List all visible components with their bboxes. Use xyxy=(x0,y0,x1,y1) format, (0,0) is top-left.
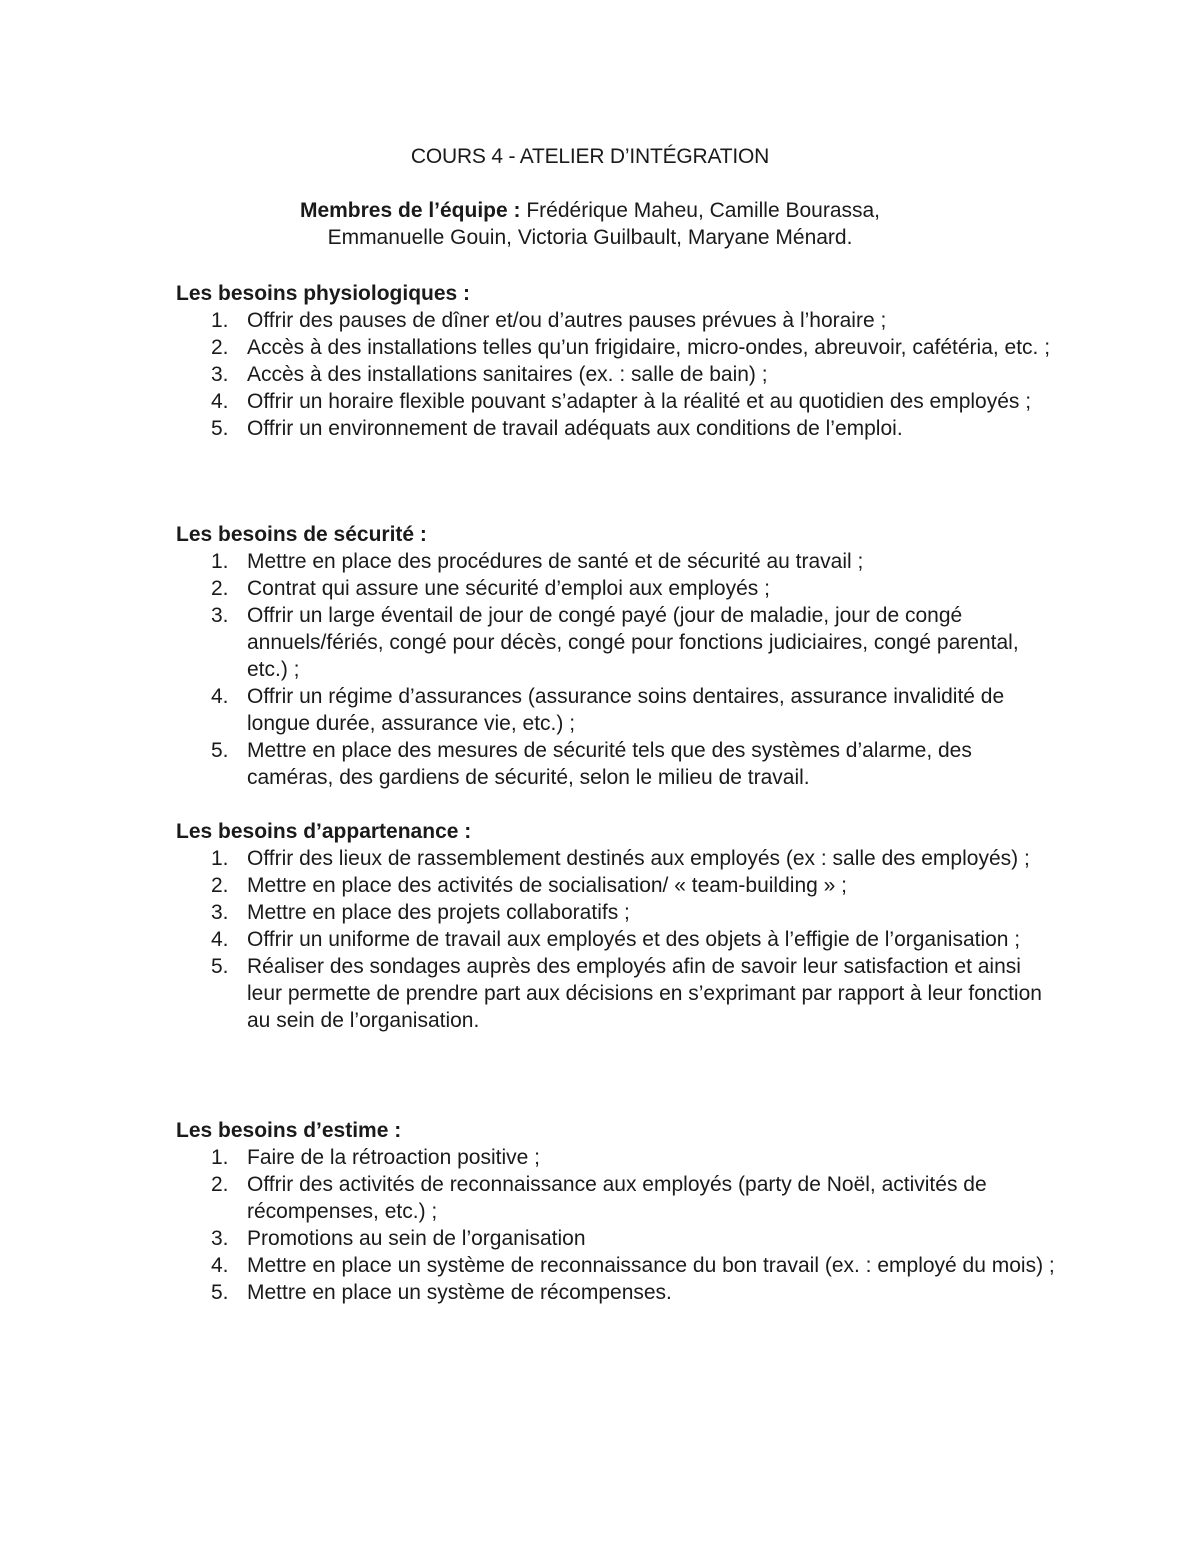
item-text: Accès à des installations sanitaires (ex. : salle de bain) ; xyxy=(247,363,768,386)
item-number: 2. xyxy=(211,1173,229,1196)
item-number: 1. xyxy=(211,550,229,573)
list-item xyxy=(176,548,1056,575)
item-text: Contrat qui assure une sécurité d’emploi aux employés ; xyxy=(247,577,770,600)
section-heading: Les besoins de sécurité : xyxy=(176,523,427,546)
item-number: 3. xyxy=(211,1227,229,1250)
item-text: Mettre en place des mesures de sécurité tels que des systèmes d’alarme, des caméras, des gardiens de sécurité, selon le milieu de travail. xyxy=(247,739,972,789)
item-number: 5. xyxy=(211,955,229,978)
item-text: Accès à des installations telles qu’un frigidaire, micro-ondes, abreuvoir, cafétéria, etc. ; xyxy=(247,336,1051,359)
item-number: 4. xyxy=(211,390,229,413)
list-item xyxy=(176,683,1056,737)
list-item xyxy=(176,899,1056,926)
list-item xyxy=(176,845,1056,872)
list-item xyxy=(176,602,1056,683)
item-number: 4. xyxy=(211,928,229,951)
document-title: COURS 4 - ATELIER D’INTÉGRATION xyxy=(410,145,770,168)
needs-list xyxy=(176,845,1056,1034)
item-text: Mettre en place des activités de socialisation/ « team-building » ; xyxy=(247,874,847,897)
section-belonging-needs xyxy=(176,818,1056,1034)
list-item xyxy=(176,1171,1056,1225)
section-physiological-needs xyxy=(176,280,1056,442)
item-text: Offrir un régime d’assurances (assurance soins dentaires, assurance invalidité de longue durée, assurance vie, etc.) ; xyxy=(247,685,1005,735)
item-text: Mettre en place des projets collaboratifs ; xyxy=(247,901,630,924)
list-item xyxy=(176,388,1056,415)
needs-list xyxy=(176,307,1056,442)
list-item xyxy=(176,872,1056,899)
item-number: 4. xyxy=(211,1254,229,1277)
list-item xyxy=(176,737,1056,791)
list-item xyxy=(176,1279,1056,1306)
item-number: 2. xyxy=(211,577,229,600)
item-number: 3. xyxy=(211,901,229,924)
item-text: Mettre en place un système de reconnaissance du bon travail (ex. : employé du mois) ; xyxy=(247,1254,1055,1277)
item-number: 2. xyxy=(211,874,229,897)
item-number: 3. xyxy=(211,604,229,627)
section-esteem-needs xyxy=(176,1117,1056,1306)
section-heading: Les besoins d’estime : xyxy=(176,1119,402,1142)
team-members-line1: Frédérique Maheu, Camille Bourassa, xyxy=(520,199,881,222)
list-item xyxy=(176,361,1056,388)
item-text: Faire de la rétroaction positive ; xyxy=(247,1146,540,1169)
item-text: Offrir un environnement de travail adéquats aux conditions de l’emploi. xyxy=(247,417,903,440)
list-item xyxy=(176,1252,1056,1279)
needs-list xyxy=(176,548,1056,791)
item-number: 5. xyxy=(211,1281,229,1304)
item-text: Offrir un uniforme de travail aux employés et des objets à l’effigie de l’organisation ; xyxy=(247,928,1021,951)
section-security-needs xyxy=(176,521,1056,791)
team-label: Membres de l’équipe : xyxy=(299,199,521,222)
item-number: 1. xyxy=(211,847,229,870)
item-text: Mettre en place un système de récompenses. xyxy=(247,1281,672,1304)
section-heading: Les besoins physiologiques : xyxy=(176,282,471,305)
item-number: 5. xyxy=(211,739,229,762)
item-number: 1. xyxy=(211,1146,229,1169)
item-number: 4. xyxy=(211,685,229,708)
item-text: Offrir des activités de reconnaissance aux employés (party de Noël, activités de récompenses, etc.) ; xyxy=(247,1173,987,1223)
needs-list xyxy=(176,1144,1056,1306)
item-text: Mettre en place des procédures de santé et de sécurité au travail ; xyxy=(247,550,864,573)
list-item xyxy=(176,1144,1056,1171)
item-text: Offrir un large éventail de jour de congé payé (jour de maladie, jour de congé annuels/fériés, congé pour décès, congé pour fonctions judiciaires, congé parental, etc.) ; xyxy=(247,604,1019,681)
list-item xyxy=(176,1225,1056,1252)
team-members xyxy=(0,197,1180,251)
item-text: Promotions au sein de l’organisation xyxy=(247,1227,586,1250)
list-item xyxy=(176,334,1056,361)
item-number: 3. xyxy=(211,363,229,386)
item-number: 2. xyxy=(211,336,229,359)
item-text: Offrir un horaire flexible pouvant s’adapter à la réalité et au quotidien des employés ; xyxy=(247,390,1032,413)
list-item xyxy=(176,415,1056,442)
item-text: Offrir des pauses de dîner et/ou d’autres pauses prévues à l’horaire ; xyxy=(247,309,887,332)
item-number: 1. xyxy=(211,309,229,332)
list-item xyxy=(176,926,1056,953)
item-text: Offrir des lieux de rassemblement destinés aux employés (ex : salle des employés) ; xyxy=(247,847,1030,870)
team-members-line2: Emmanuelle Gouin, Victoria Guilbault, Maryane Ménard. xyxy=(327,226,853,249)
section-heading: Les besoins d’appartenance : xyxy=(176,820,472,843)
item-number: 5. xyxy=(211,417,229,440)
list-item xyxy=(176,307,1056,334)
item-text: Réaliser des sondages auprès des employés afin de savoir leur satisfaction et ainsi leur permette de prendre part aux décisions en s’exprimant par rapport à leur fonction au sein de l’organisation. xyxy=(247,955,1042,1032)
list-item xyxy=(176,953,1056,1034)
list-item xyxy=(176,575,1056,602)
